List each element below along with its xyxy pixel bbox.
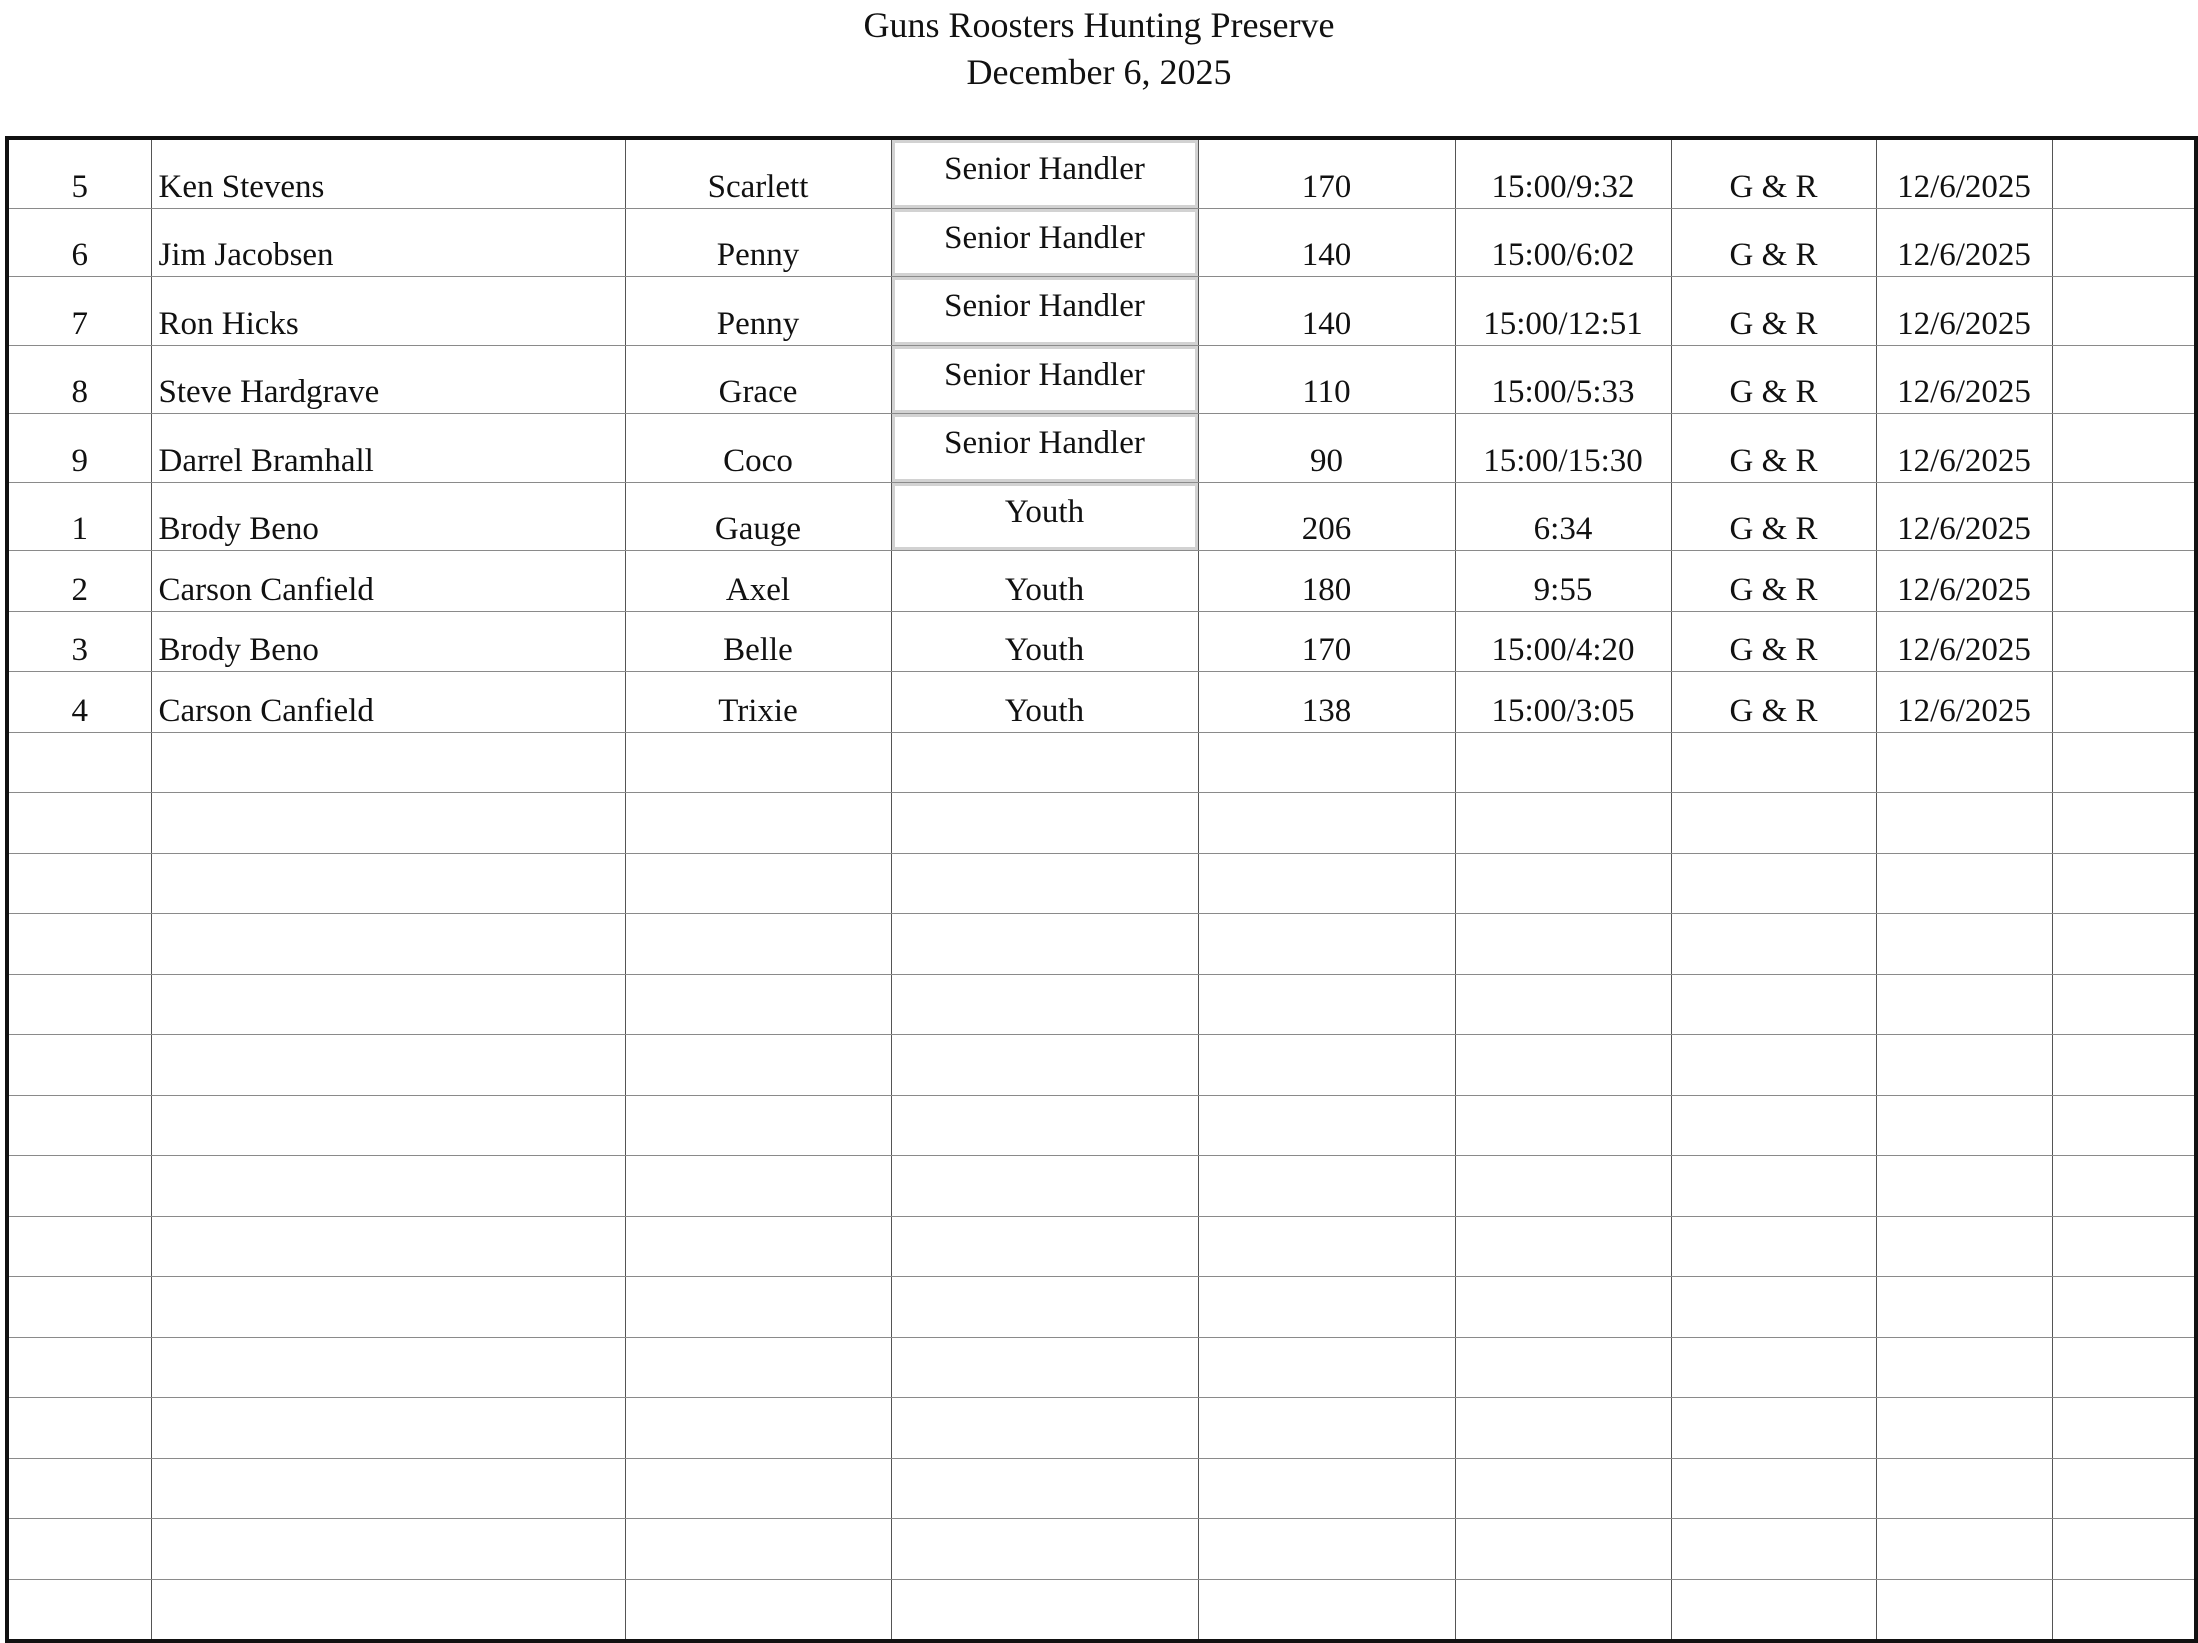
date-cell: [1876, 974, 2052, 1035]
handler-cell: [151, 1579, 625, 1641]
extra-cell: [2052, 1519, 2196, 1580]
document-title: Guns Roosters Hunting Preserve: [863, 5, 1335, 45]
score-cell: [1198, 1035, 1455, 1096]
date-cell: 12/6/2025: [1876, 208, 2052, 277]
dog-cell: [625, 1579, 891, 1641]
dog-cell: [625, 732, 891, 793]
time-cell: 15:00/9:32: [1455, 138, 1671, 208]
dog-cell: [625, 1458, 891, 1519]
score-cell: 90: [1198, 414, 1455, 483]
score-cell: [1198, 793, 1455, 854]
table-row: [7, 732, 2196, 793]
extra-cell: [2052, 853, 2196, 914]
time-cell: 15:00/3:05: [1455, 672, 1671, 733]
handler-cell: Darrel Bramhall: [151, 414, 625, 483]
results-table: [5, 136, 2198, 1643]
club-cell: [1671, 793, 1876, 854]
place-cell: [7, 1277, 151, 1338]
club-cell: G & R: [1671, 611, 1876, 672]
place-cell: [7, 793, 151, 854]
date-cell: 12/6/2025: [1876, 277, 2052, 346]
extra-cell: [2052, 793, 2196, 854]
place-cell: [7, 1579, 151, 1641]
class-cell: Youth: [891, 482, 1198, 551]
class-cell: [891, 1337, 1198, 1398]
dog-cell: [625, 914, 891, 975]
dog-cell: [625, 1035, 891, 1096]
extra-cell: [2052, 1095, 2196, 1156]
class-cell: Youth: [891, 672, 1198, 733]
score-cell: 140: [1198, 208, 1455, 277]
handler-cell: [151, 1277, 625, 1338]
club-cell: [1671, 1277, 1876, 1338]
time-cell: [1455, 1035, 1671, 1096]
date-cell: [1876, 793, 2052, 854]
table-row: [7, 672, 2196, 733]
class-cell: Senior Handler: [891, 208, 1198, 277]
class-cell: Senior Handler: [891, 138, 1198, 208]
club-cell: G & R: [1671, 482, 1876, 551]
extra-cell: [2052, 1579, 2196, 1641]
score-cell: [1198, 1398, 1455, 1459]
class-cell: [891, 793, 1198, 854]
table-row: [7, 138, 2196, 208]
table-row: [7, 1035, 2196, 1096]
dog-cell: Coco: [625, 414, 891, 483]
club-cell: G & R: [1671, 277, 1876, 346]
place-cell: [7, 1156, 151, 1217]
class-cell: [891, 1579, 1198, 1641]
class-cell: Senior Handler: [891, 345, 1198, 414]
extra-cell: [2052, 345, 2196, 414]
class-cell: [891, 1035, 1198, 1096]
place-cell: 4: [7, 672, 151, 733]
club-cell: [1671, 914, 1876, 975]
date-cell: 12/6/2025: [1876, 672, 2052, 733]
dog-cell: Gauge: [625, 482, 891, 551]
results-table-body: [7, 138, 2196, 1641]
extra-cell: [2052, 1337, 2196, 1398]
table-row: [7, 1095, 2196, 1156]
score-cell: [1198, 1458, 1455, 1519]
time-cell: 9:55: [1455, 551, 1671, 612]
date-cell: [1876, 1216, 2052, 1277]
score-cell: [1198, 1519, 1455, 1580]
score-cell: [1198, 1277, 1455, 1338]
handler-cell: [151, 1035, 625, 1096]
time-cell: [1455, 1156, 1671, 1217]
time-cell: [1455, 1095, 1671, 1156]
club-cell: [1671, 1095, 1876, 1156]
date-cell: 12/6/2025: [1876, 414, 2052, 483]
date-cell: [1876, 1337, 2052, 1398]
place-cell: [7, 1035, 151, 1096]
time-cell: [1455, 732, 1671, 793]
date-cell: [1876, 1156, 2052, 1217]
dog-cell: Scarlett: [625, 138, 891, 208]
dog-cell: Penny: [625, 208, 891, 277]
place-cell: 1: [7, 482, 151, 551]
handler-cell: Ken Stevens: [151, 138, 625, 208]
score-cell: 140: [1198, 277, 1455, 346]
time-cell: [1455, 1458, 1671, 1519]
table-row: [7, 611, 2196, 672]
class-cell: [891, 1156, 1198, 1217]
date-cell: [1876, 914, 2052, 975]
table-row: [7, 345, 2196, 414]
date-cell: [1876, 1035, 2052, 1096]
time-cell: 15:00/6:02: [1455, 208, 1671, 277]
time-cell: [1455, 793, 1671, 854]
score-cell: 180: [1198, 551, 1455, 612]
extra-cell: [2052, 914, 2196, 975]
place-cell: [7, 1337, 151, 1398]
handler-cell: [151, 732, 625, 793]
handler-cell: [151, 1337, 625, 1398]
time-cell: [1455, 853, 1671, 914]
class-cell: [891, 853, 1198, 914]
extra-cell: [2052, 1398, 2196, 1459]
class-cell: [891, 1398, 1198, 1459]
date-cell: [1876, 1398, 2052, 1459]
handler-cell: Carson Canfield: [151, 551, 625, 612]
club-cell: G & R: [1671, 138, 1876, 208]
place-cell: 6: [7, 208, 151, 277]
date-cell: [1876, 1095, 2052, 1156]
place-cell: 2: [7, 551, 151, 612]
score-cell: [1198, 732, 1455, 793]
score-cell: [1198, 1337, 1455, 1398]
time-cell: 15:00/4:20: [1455, 611, 1671, 672]
time-cell: 15:00/12:51: [1455, 277, 1671, 346]
place-cell: 7: [7, 277, 151, 346]
date-cell: [1876, 1458, 2052, 1519]
class-cell: [891, 974, 1198, 1035]
place-cell: [7, 1095, 151, 1156]
handler-cell: Brody Beno: [151, 611, 625, 672]
handler-cell: [151, 1519, 625, 1580]
handler-cell: [151, 1156, 625, 1217]
score-cell: 138: [1198, 672, 1455, 733]
dog-cell: [625, 1398, 891, 1459]
class-cell: Youth: [891, 551, 1198, 612]
club-cell: G & R: [1671, 672, 1876, 733]
date-cell: [1876, 732, 2052, 793]
time-cell: [1455, 1519, 1671, 1580]
extra-cell: [2052, 138, 2196, 208]
table-row: [7, 793, 2196, 854]
time-cell: [1455, 974, 1671, 1035]
time-cell: 15:00/5:33: [1455, 345, 1671, 414]
handler-cell: Brody Beno: [151, 482, 625, 551]
class-cell: [891, 1277, 1198, 1338]
date-cell: [1876, 1579, 2052, 1641]
score-cell: [1198, 1095, 1455, 1156]
handler-cell: [151, 914, 625, 975]
table-row: [7, 914, 2196, 975]
place-cell: 8: [7, 345, 151, 414]
dog-cell: Trixie: [625, 672, 891, 733]
class-cell: Youth: [891, 611, 1198, 672]
dog-cell: [625, 1337, 891, 1398]
class-cell: [891, 1519, 1198, 1580]
score-cell: [1198, 1156, 1455, 1217]
date-cell: 12/6/2025: [1876, 345, 2052, 414]
score-cell: [1198, 1579, 1455, 1641]
extra-cell: [2052, 1277, 2196, 1338]
dog-cell: Axel: [625, 551, 891, 612]
extra-cell: [2052, 1035, 2196, 1096]
place-cell: 3: [7, 611, 151, 672]
table-row: [7, 1277, 2196, 1338]
extra-cell: [2052, 611, 2196, 672]
dog-cell: [625, 1216, 891, 1277]
handler-cell: Carson Canfield: [151, 672, 625, 733]
handler-cell: Ron Hicks: [151, 277, 625, 346]
dog-cell: [625, 1095, 891, 1156]
extra-cell: [2052, 1216, 2196, 1277]
dog-cell: [625, 1277, 891, 1338]
document-date: December 6, 2025: [966, 52, 1232, 92]
extra-cell: [2052, 551, 2196, 612]
handler-cell: [151, 974, 625, 1035]
club-cell: [1671, 1156, 1876, 1217]
score-cell: [1198, 974, 1455, 1035]
table-row: [7, 853, 2196, 914]
dog-cell: Grace: [625, 345, 891, 414]
time-cell: [1455, 914, 1671, 975]
table-row: [7, 1458, 2196, 1519]
handler-cell: Jim Jacobsen: [151, 208, 625, 277]
place-cell: 5: [7, 138, 151, 208]
score-cell: 170: [1198, 138, 1455, 208]
time-cell: 15:00/15:30: [1455, 414, 1671, 483]
date-cell: [1876, 1519, 2052, 1580]
time-cell: [1455, 1216, 1671, 1277]
date-cell: 12/6/2025: [1876, 482, 2052, 551]
score-cell: [1198, 914, 1455, 975]
dog-cell: [625, 1519, 891, 1580]
extra-cell: [2052, 208, 2196, 277]
dog-cell: [625, 1156, 891, 1217]
class-cell: [891, 914, 1198, 975]
time-cell: [1455, 1579, 1671, 1641]
time-cell: [1455, 1277, 1671, 1338]
club-cell: G & R: [1671, 414, 1876, 483]
table-row: [7, 277, 2196, 346]
dog-cell: [625, 793, 891, 854]
table-row: [7, 1216, 2196, 1277]
class-cell: [891, 1216, 1198, 1277]
table-row: [7, 208, 2196, 277]
club-cell: [1671, 1519, 1876, 1580]
score-cell: [1198, 1216, 1455, 1277]
table-row: [7, 482, 2196, 551]
handler-cell: [151, 1095, 625, 1156]
club-cell: [1671, 1337, 1876, 1398]
score-cell: 206: [1198, 482, 1455, 551]
table-row: [7, 551, 2196, 612]
time-cell: [1455, 1398, 1671, 1459]
club-cell: [1671, 1035, 1876, 1096]
table-row: [7, 974, 2196, 1035]
class-cell: Senior Handler: [891, 414, 1198, 483]
extra-cell: [2052, 482, 2196, 551]
club-cell: G & R: [1671, 208, 1876, 277]
table-row: [7, 1337, 2196, 1398]
class-cell: Senior Handler: [891, 277, 1198, 346]
date-cell: [1876, 1277, 2052, 1338]
score-cell: 170: [1198, 611, 1455, 672]
club-cell: [1671, 732, 1876, 793]
dog-cell: [625, 974, 891, 1035]
extra-cell: [2052, 974, 2196, 1035]
date-cell: 12/6/2025: [1876, 611, 2052, 672]
date-cell: 12/6/2025: [1876, 551, 2052, 612]
score-cell: [1198, 853, 1455, 914]
handler-cell: Steve Hardgrave: [151, 345, 625, 414]
club-cell: [1671, 1398, 1876, 1459]
extra-cell: [2052, 1458, 2196, 1519]
club-cell: [1671, 1579, 1876, 1641]
place-cell: [7, 974, 151, 1035]
time-cell: [1455, 1337, 1671, 1398]
extra-cell: [2052, 732, 2196, 793]
club-cell: G & R: [1671, 551, 1876, 612]
club-cell: [1671, 1216, 1876, 1277]
date-cell: [1876, 853, 2052, 914]
handler-cell: [151, 1216, 625, 1277]
handler-cell: [151, 793, 625, 854]
table-row: [7, 1156, 2196, 1217]
club-cell: G & R: [1671, 345, 1876, 414]
place-cell: [7, 914, 151, 975]
place-cell: [7, 1519, 151, 1580]
handler-cell: [151, 1398, 625, 1459]
date-cell: 12/6/2025: [1876, 138, 2052, 208]
handler-cell: [151, 853, 625, 914]
place-cell: [7, 1398, 151, 1459]
dog-cell: Belle: [625, 611, 891, 672]
handler-cell: [151, 1458, 625, 1519]
dog-cell: Penny: [625, 277, 891, 346]
extra-cell: [2052, 277, 2196, 346]
place-cell: 9: [7, 414, 151, 483]
table-row: [7, 1519, 2196, 1580]
place-cell: [7, 1216, 151, 1277]
dog-cell: [625, 853, 891, 914]
place-cell: [7, 732, 151, 793]
club-cell: [1671, 853, 1876, 914]
score-cell: 110: [1198, 345, 1455, 414]
place-cell: [7, 1458, 151, 1519]
class-cell: [891, 1095, 1198, 1156]
class-cell: [891, 732, 1198, 793]
extra-cell: [2052, 414, 2196, 483]
time-cell: 6:34: [1455, 482, 1671, 551]
extra-cell: [2052, 1156, 2196, 1217]
place-cell: [7, 853, 151, 914]
table-row: [7, 1579, 2196, 1641]
table-row: [7, 1398, 2196, 1459]
club-cell: [1671, 1458, 1876, 1519]
extra-cell: [2052, 672, 2196, 733]
table-row: [7, 414, 2196, 483]
club-cell: [1671, 974, 1876, 1035]
class-cell: [891, 1458, 1198, 1519]
